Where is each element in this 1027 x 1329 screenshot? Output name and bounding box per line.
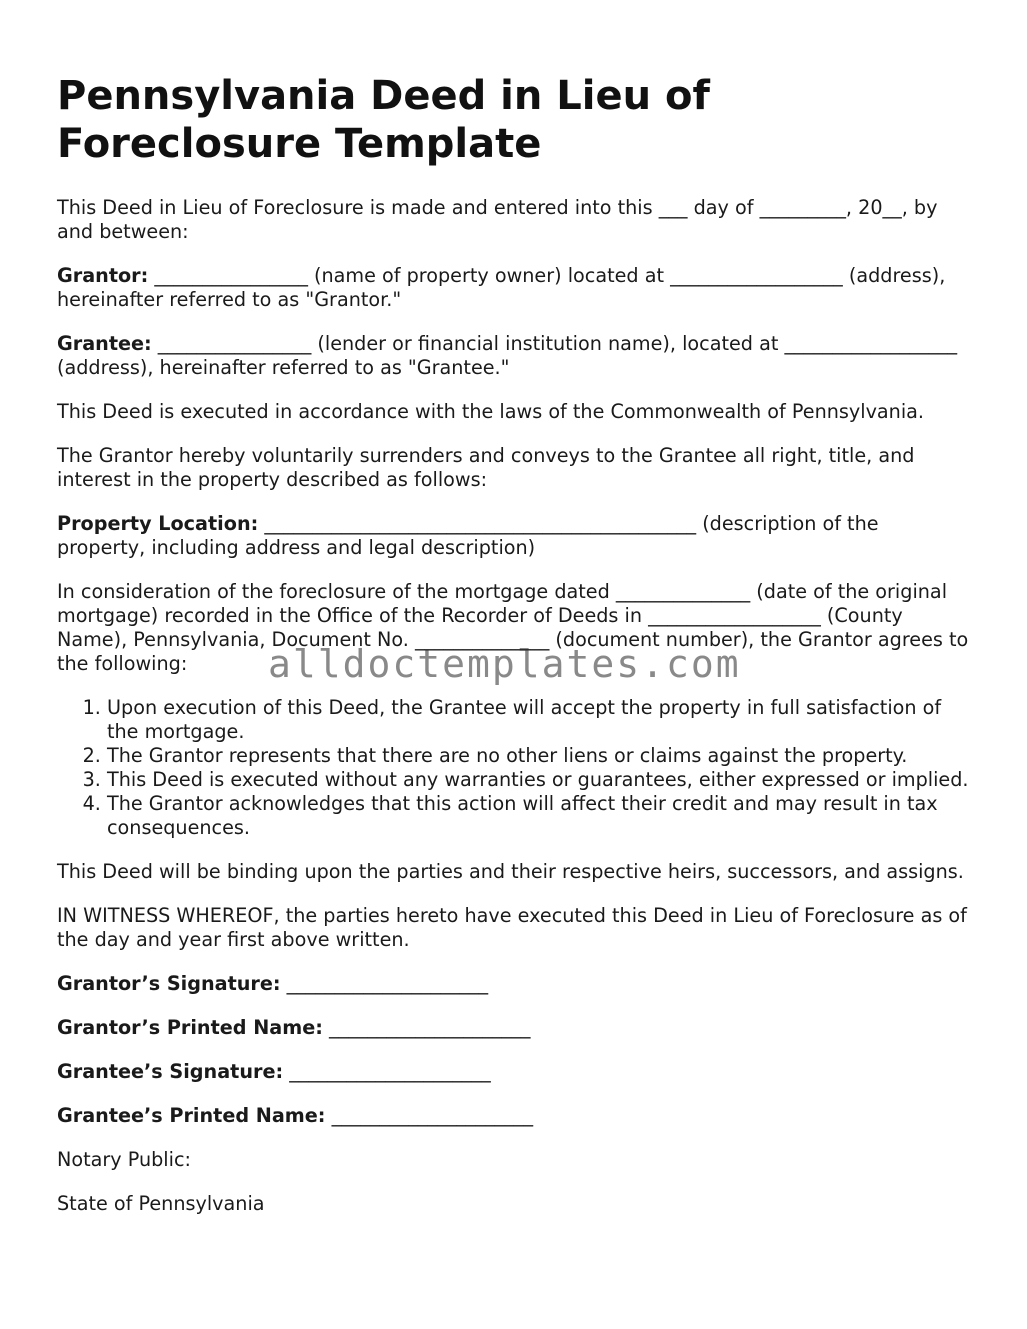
grantee-paragraph — [57, 332, 969, 380]
grantee-label: Grantee: — [57, 332, 152, 355]
intro-paragraph: This Deed in Lieu of Foreclosure is made and entered into this ___ day of _________, 20__, by and between: — [57, 196, 938, 243]
document-title: Pennsylvania Deed in Lieu of Foreclosure Template — [57, 73, 710, 167]
grantor-printed-name-label: Grantor’s Printed Name: — [57, 1016, 323, 1039]
property-text: _____________________________________________ (description of the property, including address and legal description) — [57, 512, 879, 559]
grantor-printed-name-blank: _____________________ — [322, 1016, 531, 1039]
laws-paragraph: This Deed is executed in accordance with the laws of the Commonwealth of Pennsylvania. — [57, 400, 925, 423]
grantee-signature-label: Grantee’s Signature: — [57, 1060, 284, 1083]
grantee-signature-line — [57, 1060, 969, 1084]
grantee-printed-name-label: Grantee’s Printed Name: — [57, 1104, 326, 1127]
grantee-printed-name-line — [57, 1104, 969, 1128]
grantor-label: Grantor: — [57, 264, 149, 287]
surrender-paragraph: The Grantor hereby voluntarily surrenders and conveys to the Grantee all right, title, and interest in the property described as follows: — [57, 444, 915, 491]
watermark-text: alldoctemplates.com — [268, 642, 741, 686]
witness-paragraph: IN WITNESS WHEREOF, the parties hereto have executed this Deed in Lieu of Foreclosure as of the day and year first above written. — [57, 904, 967, 951]
grantor-printed-name-line — [57, 1016, 969, 1040]
term-item: 1. Upon execution of this Deed, the Grantee will accept the property in full satisfaction of the mortgage. — [107, 696, 969, 744]
consideration-paragraph: In consideration of the foreclosure of the mortgage dated ______________ (date of the original mortgage) recorded in the Office of the Recorder of Deeds in __________________ (County Name), Pennsylvania, Document No. ______________ (document number), the Grantor agrees to the following: — [57, 580, 969, 675]
notary-label: Notary Public: — [57, 1148, 191, 1171]
term-item: 3. This Deed is executed without any warranties or guarantees, either expressed or implied. — [107, 768, 969, 792]
property-paragraph — [57, 512, 969, 560]
term-item: 4. The Grantor acknowledges that this action will affect their credit and may result in tax consequences. — [107, 792, 969, 840]
terms-list — [57, 696, 969, 840]
document-page — [57, 72, 969, 1236]
term-item: 2. The Grantor represents that there are no other liens or claims against the property. — [107, 744, 969, 768]
state-label: State of Pennsylvania — [57, 1192, 265, 1215]
grantor-text: ________________ (name of property owner) located at __________________ (address), hereinafter referred to as "Grantor." — [57, 264, 946, 311]
property-label: Property Location: — [57, 512, 259, 535]
grantor-signature-line — [57, 972, 969, 996]
binding-paragraph: This Deed will be binding upon the parties and their respective heirs, successors, and assigns. — [57, 860, 964, 883]
grantee-signature-blank: _____________________ — [283, 1060, 491, 1083]
grantee-printed-name-blank: _____________________ — [325, 1104, 534, 1127]
grantor-paragraph — [57, 264, 969, 312]
grantor-signature-blank: _____________________ — [280, 972, 489, 995]
grantee-text: ________________ (lender or financial institution name), located at __________________ (address), hereinafter referred to as "Grantee." — [57, 332, 958, 379]
grantor-signature-label: Grantor’s Signature: — [57, 972, 281, 995]
